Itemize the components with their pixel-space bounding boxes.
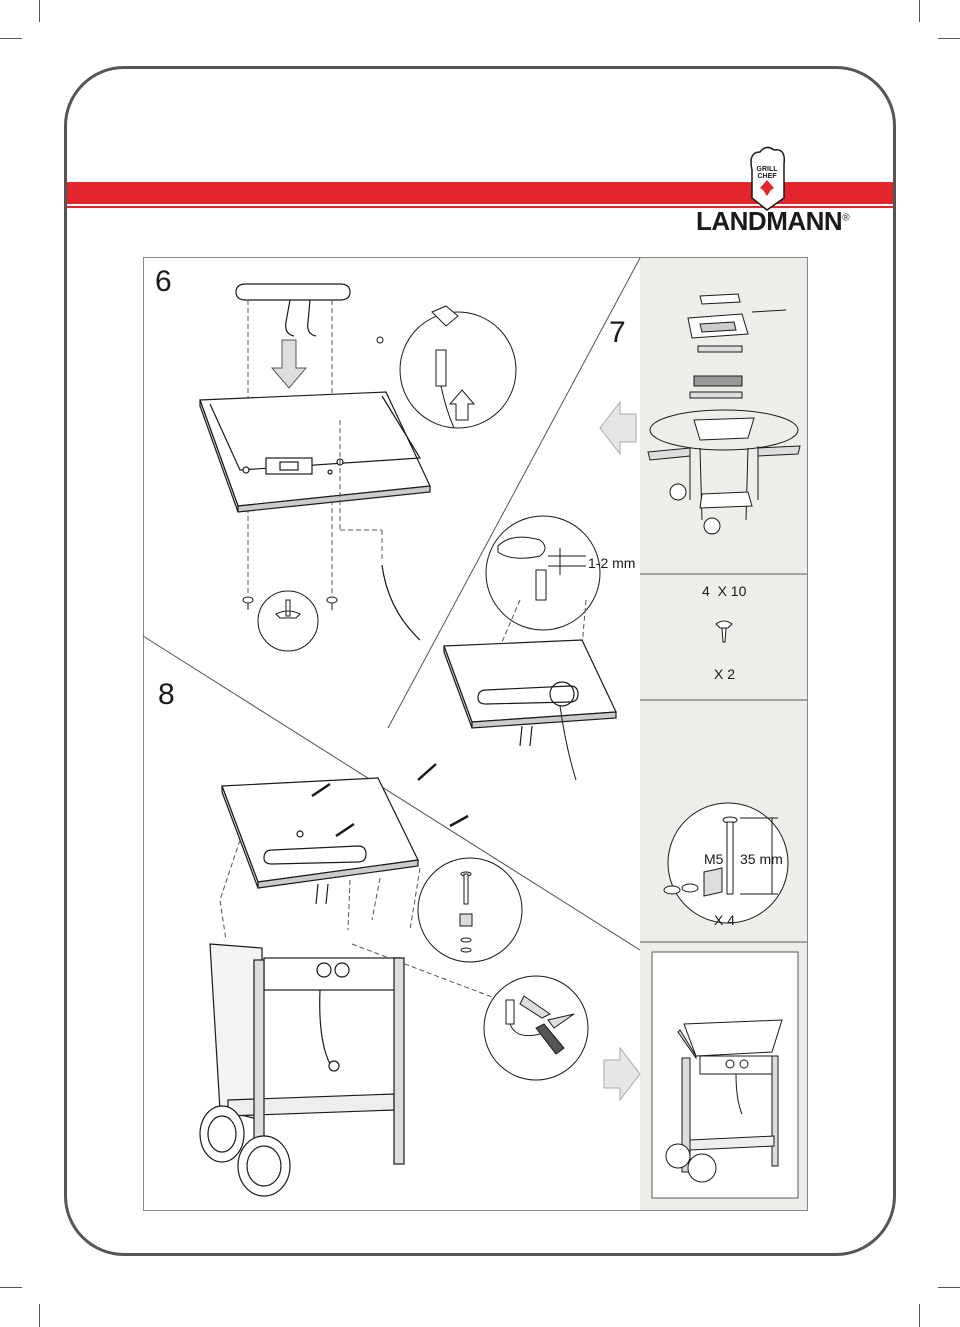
arrow-right-icon <box>604 1048 640 1100</box>
logo-line2: CHEF <box>757 173 777 180</box>
arrow-left-icon <box>600 402 636 454</box>
firebox-icon <box>222 778 418 904</box>
gap-label: 1-2 mm <box>588 555 636 571</box>
brand-text: LANDMANN <box>696 206 843 236</box>
screws-qty-label: 4 X 10 <box>702 583 747 599</box>
arrow-down-icon <box>272 340 306 388</box>
registered-mark: ® <box>842 212 850 224</box>
burner-icon <box>236 284 350 336</box>
firebox-icon <box>444 640 616 746</box>
screw-detail-qty-label: X 2 <box>714 666 736 682</box>
igniter-wire <box>382 565 420 640</box>
step-number-8: 8 <box>158 678 175 711</box>
bolt-size-label: M5 <box>704 851 724 867</box>
bolt-length-label: 35 mm <box>740 851 783 867</box>
bolt-qty-label: X 4 <box>714 912 736 928</box>
step-number-7: 7 <box>609 316 626 349</box>
step-number-6: 6 <box>155 265 172 298</box>
firebox-icon <box>200 392 430 512</box>
grill-cart-icon <box>200 944 404 1196</box>
logo-line1: GRILL <box>756 166 778 173</box>
